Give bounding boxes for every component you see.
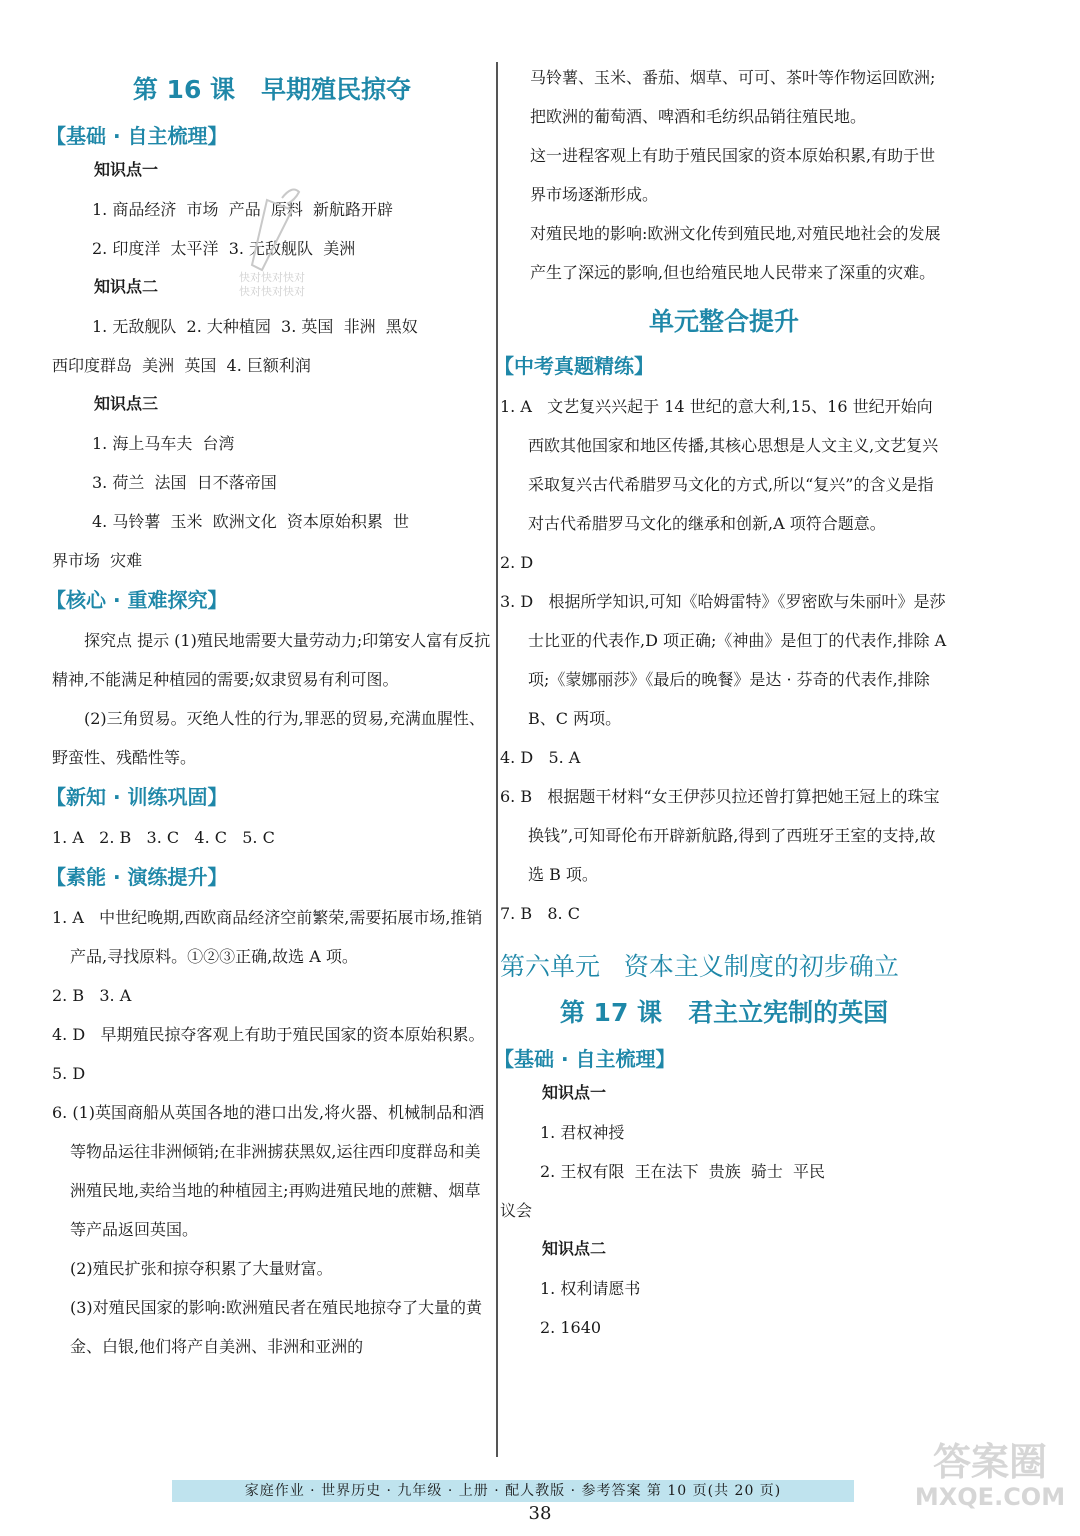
exam-item-2: 2. D xyxy=(500,553,534,572)
exam-item-1: 1. A 文艺复兴兴起于 14 世纪的意大利,15、16 世纪开始向西欧其他国家和地区传播,其核心思想是人文主义,文艺复兴采取复兴古代希腊罗马文化的方式,所以“复兴”的含义是指对古代希腊罗马文化的继承和创新,A 项符合题意。 xyxy=(500,397,939,533)
kp3-line-2: 3. 荷兰 法国 日不落帝国 xyxy=(92,473,277,492)
ability-continued-1: 马铃薯、玉米、番茄、烟草、可可、茶叶等作物运回欧洲;把欧洲的葡萄酒、啤酒和毛纺织品销往殖民地。 xyxy=(530,68,936,126)
core-heading: 【核心 · 重难探究】 xyxy=(46,588,228,612)
corner-logo: 答案圈 xyxy=(932,1440,1047,1484)
kp1-label: 知识点一 xyxy=(94,160,159,179)
l17-kp2-line-1: 1. 权利请愿书 xyxy=(540,1279,641,1298)
unit-review-title: 单元整合提升 xyxy=(648,307,799,336)
page-number: 38 xyxy=(528,1503,552,1524)
footer-bar: 家庭作业 · 世界历史 · 九年级 · 上册 · 配人教版 · 参考答案 第 10 页(共 20 页) xyxy=(172,1480,854,1502)
ability-continued-2: 这一进程客观上有助于殖民国家的资本原始积累,有助于世界市场逐渐形成。 xyxy=(530,146,936,204)
right-column xyxy=(494,58,952,1347)
watermark-stamp-text-2: 快对快对快对 xyxy=(239,285,305,298)
kp2-line-1: 1. 无敌舰队 2. 大种植园 3. 英国 非洲 黑奴 xyxy=(92,317,418,336)
kp3-line-1: 1. 海上马车夫 台湾 xyxy=(92,434,235,453)
core-paragraph-2: (2)三角贸易。灭绝人性的行为,罪恶的贸易,充满血腥性、野蛮性、残酷性等。 xyxy=(52,709,485,767)
l17-kp2-label: 知识点二 xyxy=(542,1239,607,1258)
ability-continued-3: 对殖民地的影响:欧洲文化传到殖民地,对殖民地社会的发展产生了深远的影响,但也给殖民地人民带来了深重的灾难。 xyxy=(530,224,941,282)
ability-item-4: 5. D xyxy=(52,1064,86,1083)
lesson17-basic-heading: 【基础 · 自主梳理】 xyxy=(494,1047,676,1071)
basic-heading: 【基础 · 自主梳理】 xyxy=(46,124,228,148)
column-divider xyxy=(496,62,498,1457)
corner-url: MXQE.COM xyxy=(914,1483,1066,1511)
ability-item-2: 2. B 3. A xyxy=(52,986,132,1005)
lesson-17-title: 第 17 课 君主立宪制的英国 xyxy=(559,998,889,1027)
kp2-label: 知识点二 xyxy=(94,277,159,296)
watermark-stamp xyxy=(222,180,322,299)
kp1-line-2: 2. 印度洋 太平洋 3. 无敌舰队 美洲 xyxy=(92,239,356,258)
l17-kp2-line-2: 2. 1640 xyxy=(540,1318,602,1337)
new-heading: 【新知 · 训练巩固】 xyxy=(46,785,228,809)
ability-item-3: 4. D 早期殖民掠夺客观上有助于殖民国家的资本原始积累。 xyxy=(52,1025,485,1044)
corner-watermark xyxy=(905,1440,1075,1510)
ability-item-1: 1. A 中世纪晚期,西欧商品经济空前繁荣,需要拓展市场,推销产品,寻找原料。①②③正确,故选 A 项。 xyxy=(52,908,483,966)
ability-item-7: (3)对殖民国家的影响:欧洲殖民者在殖民地掠夺了大量的黄金、白银,他们将产自美洲、非洲和亚洲的 xyxy=(70,1298,483,1356)
exam-heading: 【中考真题精练】 xyxy=(494,354,654,378)
l17-kp1-line-3: 议会 xyxy=(500,1201,533,1220)
lesson-16-title: 第 16 课 早期殖民掠夺 xyxy=(132,75,412,104)
l17-kp1-line-2: 2. 王权有限 王在法下 贵族 骑士 平民 xyxy=(540,1162,826,1181)
carrot-watermark-icon xyxy=(237,180,307,275)
exam-item-6: 7. B 8. C xyxy=(500,904,580,923)
l17-kp1-line-1: 1. 君权神授 xyxy=(540,1123,625,1142)
l17-kp1-label: 知识点一 xyxy=(542,1083,607,1102)
exam-item-3: 3. D 根据所学知识,可知《哈姆雷特》《罗密欧与朱丽叶》是莎士比亚的代表作,D 项正确;《神曲》是但丁的代表作,排除 A 项;《蒙娜丽莎》《最后的晚餐》是达 · 芬奇的代表作,排除 B、C 两项。 xyxy=(500,592,952,728)
ability-item-6: (2)殖民扩张和掠夺积累了大量财富。 xyxy=(70,1259,333,1278)
ability-heading: 【素能 · 演练提升】 xyxy=(46,865,228,889)
kp2-line-2: 西印度群岛 美洲 英国 4. 巨额利润 xyxy=(52,356,311,375)
watermark-stamp-text: 快对快对快对 xyxy=(239,271,305,284)
unit-6-title: 第六单元 资本主义制度的初步确立 xyxy=(500,952,899,981)
kp3-line-4: 界市场 灾难 xyxy=(52,551,143,570)
kp3-label: 知识点三 xyxy=(94,394,159,413)
kp1-line-1: 1. 商品经济 市场 产品 原料 新航路开辟 xyxy=(92,200,394,219)
core-paragraph-1: 探究点 提示 (1)殖民地需要大量劳动力;印第安人富有反抗精神,不能满足种植园的需要;奴隶贸易有利可图。 xyxy=(52,631,491,689)
exam-item-4: 4. D 5. A xyxy=(500,748,581,767)
ability-item-5: 6. (1)英国商船从英国各地的港口出发,将火器、机械制品和酒等物品运往非洲倾销;在非洲掳获黑奴,运往西印度群岛和美洲殖民地,卖给当地的种植园主;再购进殖民地的蔗糖、烟草等产品返回英国。 xyxy=(52,1103,485,1239)
new-answers: 1. A 2. B 3. C 4. C 5. C xyxy=(52,828,275,847)
kp3-line-3: 4. 马铃薯 玉米 欧洲文化 资本原始积累 世 xyxy=(92,512,410,531)
exam-item-5: 6. B 根据题干材料“女王伊莎贝拉还曾打算把她王冠上的珠宝换钱”,可知哥伦布开辟新航路,得到了西班牙王室的支持,故选 B 项。 xyxy=(500,787,940,884)
